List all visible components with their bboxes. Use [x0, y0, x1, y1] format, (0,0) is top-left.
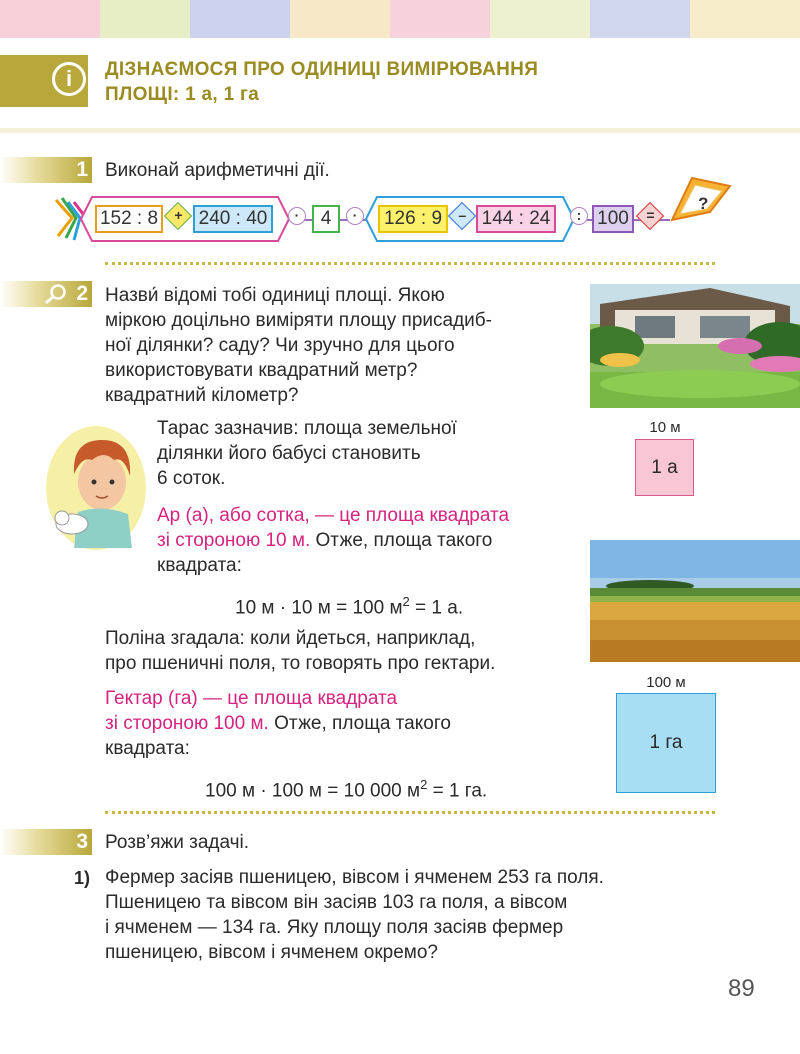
- header-stripe: [590, 0, 690, 38]
- formula-text: 10 м · 10 м = 100 м: [235, 597, 403, 619]
- chain-value-100: 100: [592, 205, 634, 233]
- header-stripe: [490, 0, 590, 38]
- are-square: [635, 439, 694, 496]
- text-line: квадрата:: [157, 555, 242, 576]
- chain-expression-144-24: 144 : 24: [476, 205, 556, 233]
- text-line: Поліна згадала: коли йдеться, наприклад,: [105, 628, 476, 649]
- definition-highlight: Ар (а), або сотка, — це площа квадрата: [157, 505, 510, 526]
- text-line: Тарас зазначив: площа земельної: [157, 418, 457, 439]
- problem-1-text: [105, 865, 604, 965]
- text-span: Отже, площа такого: [268, 713, 451, 734]
- definition-highlight: зі стороною 10 м.: [157, 530, 311, 551]
- info-icon: i: [52, 62, 86, 96]
- text-line: квадрата:: [105, 738, 190, 759]
- topic-title: [105, 58, 705, 107]
- task-number-label: 1: [76, 158, 88, 181]
- header-stripe: [390, 0, 490, 38]
- header-divider: [0, 128, 800, 133]
- formula-exponent: 2: [402, 594, 410, 609]
- hectare-square: [616, 693, 716, 793]
- text-line: і ячменем — 134 га. Яку площу поля засіяв фермер: [105, 917, 564, 938]
- text-line: квадратний кілометр?: [105, 385, 299, 406]
- plus-operator: +: [164, 202, 192, 230]
- text-line: про пшеничні поля, то говорять про гектари.: [105, 653, 496, 674]
- task-2-question: [105, 283, 492, 408]
- header-stripe: [290, 0, 390, 38]
- section-divider: [105, 262, 715, 265]
- task-number-label: 3: [76, 830, 88, 853]
- task-1-instruction: Виконай арифметичні дії.: [105, 160, 330, 181]
- multiply-operator: ·: [346, 207, 364, 225]
- chain-value-4: 4: [312, 205, 340, 233]
- equals-operator: =: [636, 202, 664, 230]
- polina-statement: [105, 626, 495, 676]
- text-line: ділянки його бабусі становить: [157, 443, 421, 464]
- taras-statement: [157, 416, 457, 491]
- topic-title-line-2: ПЛОЩІ: 1 а, 1 га: [105, 83, 260, 105]
- definition-highlight: зі стороною 100 м.: [105, 713, 269, 734]
- task-number-label: 2: [76, 282, 88, 305]
- formula-exponent: 2: [420, 777, 428, 792]
- text-span: Отже, площа такого: [310, 530, 493, 551]
- definition-highlight: Гектар (га) — це площа квадрата: [105, 688, 398, 709]
- formula-text: 100 м · 100 м = 10 000 м: [205, 780, 421, 802]
- magnifier-icon: [44, 283, 68, 305]
- topic-title-line-1: ДІЗНАЄМОСЯ ПРО ОДИНИЦІ ВИМІРЮВАННЯ: [105, 59, 539, 80]
- are-square-label: 1 а: [651, 456, 678, 478]
- chain-expression-240-40: 240 : 40: [193, 205, 273, 233]
- task-1-number: [0, 157, 92, 183]
- big-square-side-label: 100 м: [646, 674, 686, 691]
- header-stripe: [690, 0, 800, 38]
- problem-number: 1): [74, 868, 91, 888]
- kite-question-mark: ?: [698, 194, 709, 213]
- text-line: ної ділянки? саду? Чи зручно для цього: [105, 335, 455, 356]
- minus-operator: –: [448, 202, 476, 230]
- chain-expression-152-8: 152 : 8: [95, 205, 163, 233]
- text-line: 6 соток.: [157, 468, 226, 489]
- hectare-formula: [205, 772, 487, 803]
- formula-text: = 1 га.: [427, 780, 488, 802]
- hectare-square-label: 1 га: [649, 732, 683, 753]
- text-line: Фермер засіяв пшеницею, вівсом і ячменем 253 га поля.: [105, 867, 604, 888]
- task-3-number: [0, 829, 92, 855]
- header-stripe: [190, 0, 290, 38]
- section-divider: [105, 811, 715, 814]
- formula-text: = 1 а.: [409, 597, 464, 619]
- task-3-instruction: Розв’яжи задачі.: [105, 832, 250, 853]
- header-stripe: [100, 0, 190, 38]
- chain-expression-126-9: 126 : 9: [378, 205, 448, 233]
- garden-house-photo: [590, 284, 800, 408]
- text-line: Пшеницею та вівсом він засіяв 103 га поля, а вівсом: [105, 892, 568, 913]
- page-number: 89: [728, 975, 755, 1002]
- boy-with-cat-illustration: [44, 420, 150, 552]
- are-definition: [157, 503, 509, 578]
- text-line: Назви́ відомі тобі одиниці площі. Якою: [105, 285, 445, 306]
- multiply-operator: ·: [288, 207, 306, 225]
- divide-operator: :: [570, 207, 588, 225]
- wheat-field-photo: [590, 540, 800, 662]
- small-square-side-label: 10 м: [649, 419, 681, 436]
- text-line: міркою доцільно виміряти площу присадиб-: [105, 310, 493, 331]
- text-line: використовувати квадратний метр?: [105, 360, 418, 381]
- text-line: пшеницею, вівсом і ячменем окремо?: [105, 942, 438, 963]
- header-stripe: [0, 0, 100, 38]
- are-formula: [235, 589, 463, 620]
- hectare-definition: [105, 686, 451, 761]
